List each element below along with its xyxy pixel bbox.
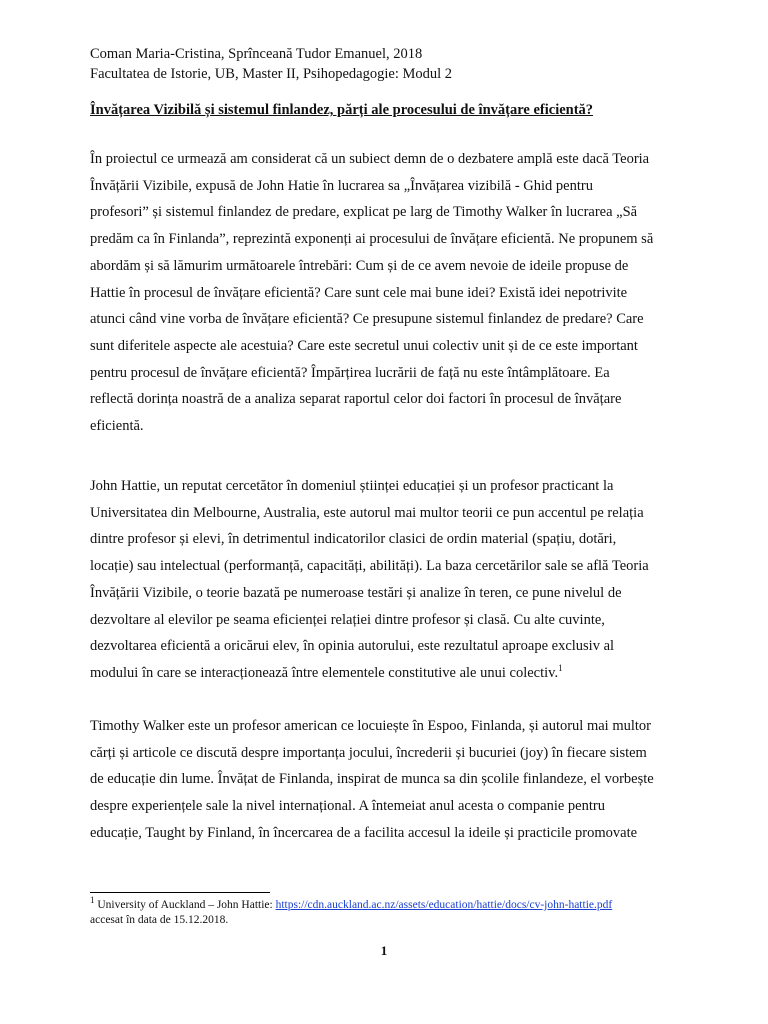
paragraph-line: cărți și articole ce discută despre importanța jocului, încrederii și bucuriei (joy) în fiecare sistem	[90, 744, 647, 761]
paragraph-line: despre experiențele sale la nivel internațional. A întemeiat anul acesta o companie pentru	[90, 798, 605, 815]
header-authors: Coman Maria-Cristina, Sprînceană Tudor Emanuel, 2018	[90, 46, 423, 62]
paragraph-line: predăm ca în Finlanda”, reprezintă exponenți ai procesului de învățare eficientă. Ne propunem să	[90, 231, 654, 248]
paragraph-line: sunt diferitele aspecte ale acestuia? Care este secretul unui colectiv unit și de ce este important	[90, 337, 638, 354]
paragraph-line: John Hattie, un reputat cercetător în domeniul științei educației și un profesor practicant la	[90, 478, 614, 494]
paragraph-line: dintre profesor și elevi, în detrimentul indicatorilor clasici de ordin material (spațiu, dotări,	[90, 531, 617, 548]
paragraph-line: educație, Taught by Finland, în încercarea de a facilita accesul la ideile și practicile promovate	[90, 824, 638, 841]
page-header	[90, 44, 452, 84]
paragraph-intro	[90, 146, 690, 440]
paragraph-line: În proiectul ce urmează am considerat că un subiect demn de o dezbatere amplă este dacă Teoria	[90, 151, 650, 167]
paragraph-walker	[90, 713, 690, 847]
paragraph-hattie	[90, 473, 690, 687]
paragraph-line: abordăm și să lămurim următoarele întrebări: Cum și de ce avem nevoie de ideile propuse de	[90, 257, 629, 274]
paragraph-line: dezvoltare al elevilor pe seama eficienței relației dintre profesor și clasă. Cu alte cuvinte,	[90, 611, 605, 628]
paragraph-line: Hattie în procesul de învățare eficientă? Care sunt cele mai bune idei? Există idei nepotrivite	[90, 284, 628, 301]
footnote-link[interactable]: https://cdn.auckland.ac.nz/assets/education/hattie/docs/cv-john-hattie.pdf	[275, 899, 613, 911]
paragraph-line: locație) sau intelectual (performanță, capacități, abilități). La baza cercetărilor sale se află Teoria	[90, 558, 649, 575]
footnote-separator	[90, 892, 270, 893]
paragraph-line: atunci când vine vorba de învățare eficientă? Ce presupune sistemul finlandez de predare? Care	[90, 311, 644, 328]
header-course: Facultatea de Istorie, UB, Master II, Psihopedagogie: Modul 2	[90, 66, 453, 82]
paragraph-line: modului în care se interacționează între elementele constitutive ale unui colectiv.$^1$	[90, 663, 563, 681]
footnote	[90, 895, 613, 928]
paragraph-line: pentru procesul de învățare eficientă? Împărțirea lucrării de față nu este întâmplătoare. Ea	[90, 364, 610, 381]
paragraph-line: Învățării Vizibile, expusă de John Hatie în lucrarea sa „Învățarea vizibilă - Ghid pentru	[90, 177, 593, 194]
footnote-reference[interactable]: 1	[558, 663, 563, 674]
page-number: 1	[380, 943, 388, 958]
footnote-access-date: accesat în data de 15.12.2018.	[90, 914, 229, 926]
paragraph-line: eficientă.	[90, 418, 144, 435]
paragraph-line: dezvoltarea eficientă a oricărui elev, în opinia autorului, este rezultatul aproape exclusiv al	[90, 638, 615, 655]
paragraph-line: reflectă dorința noastră de a analiza separat raportul celor doi factori în procesul de învățare	[90, 391, 622, 408]
paragraph-line: Universitatea din Melbourne, Australia, este autorul mai multor teorii ce pun accentul pe relația	[90, 504, 644, 521]
paragraph-line: Învățării Vizibile, o teorie bazată pe numeroase testări și analize în teren, ce pune nivelul de	[90, 584, 622, 601]
paragraph-line: Timothy Walker este un profesor american ce locuiește în Espoo, Finlanda, și autorul mai multor	[90, 718, 651, 734]
paragraph-line: profesori” și sistemul finlandez de predare, explicat pe larg de Timothy Walker în lucrarea „Să	[90, 204, 638, 221]
footnote-marker: 1	[90, 895, 95, 906]
document-title: Învățarea Vizibilă și sistemul finlandez, părți ale procesului de învățare eficientă?	[90, 102, 594, 118]
footnote-text: University of Auckland – John Hattie:	[94, 899, 276, 911]
paragraph-line: de educație din lume. Învățat de Finlanda, inspirat de munca sa din școlile finlandeze, el vorbește	[90, 771, 654, 788]
